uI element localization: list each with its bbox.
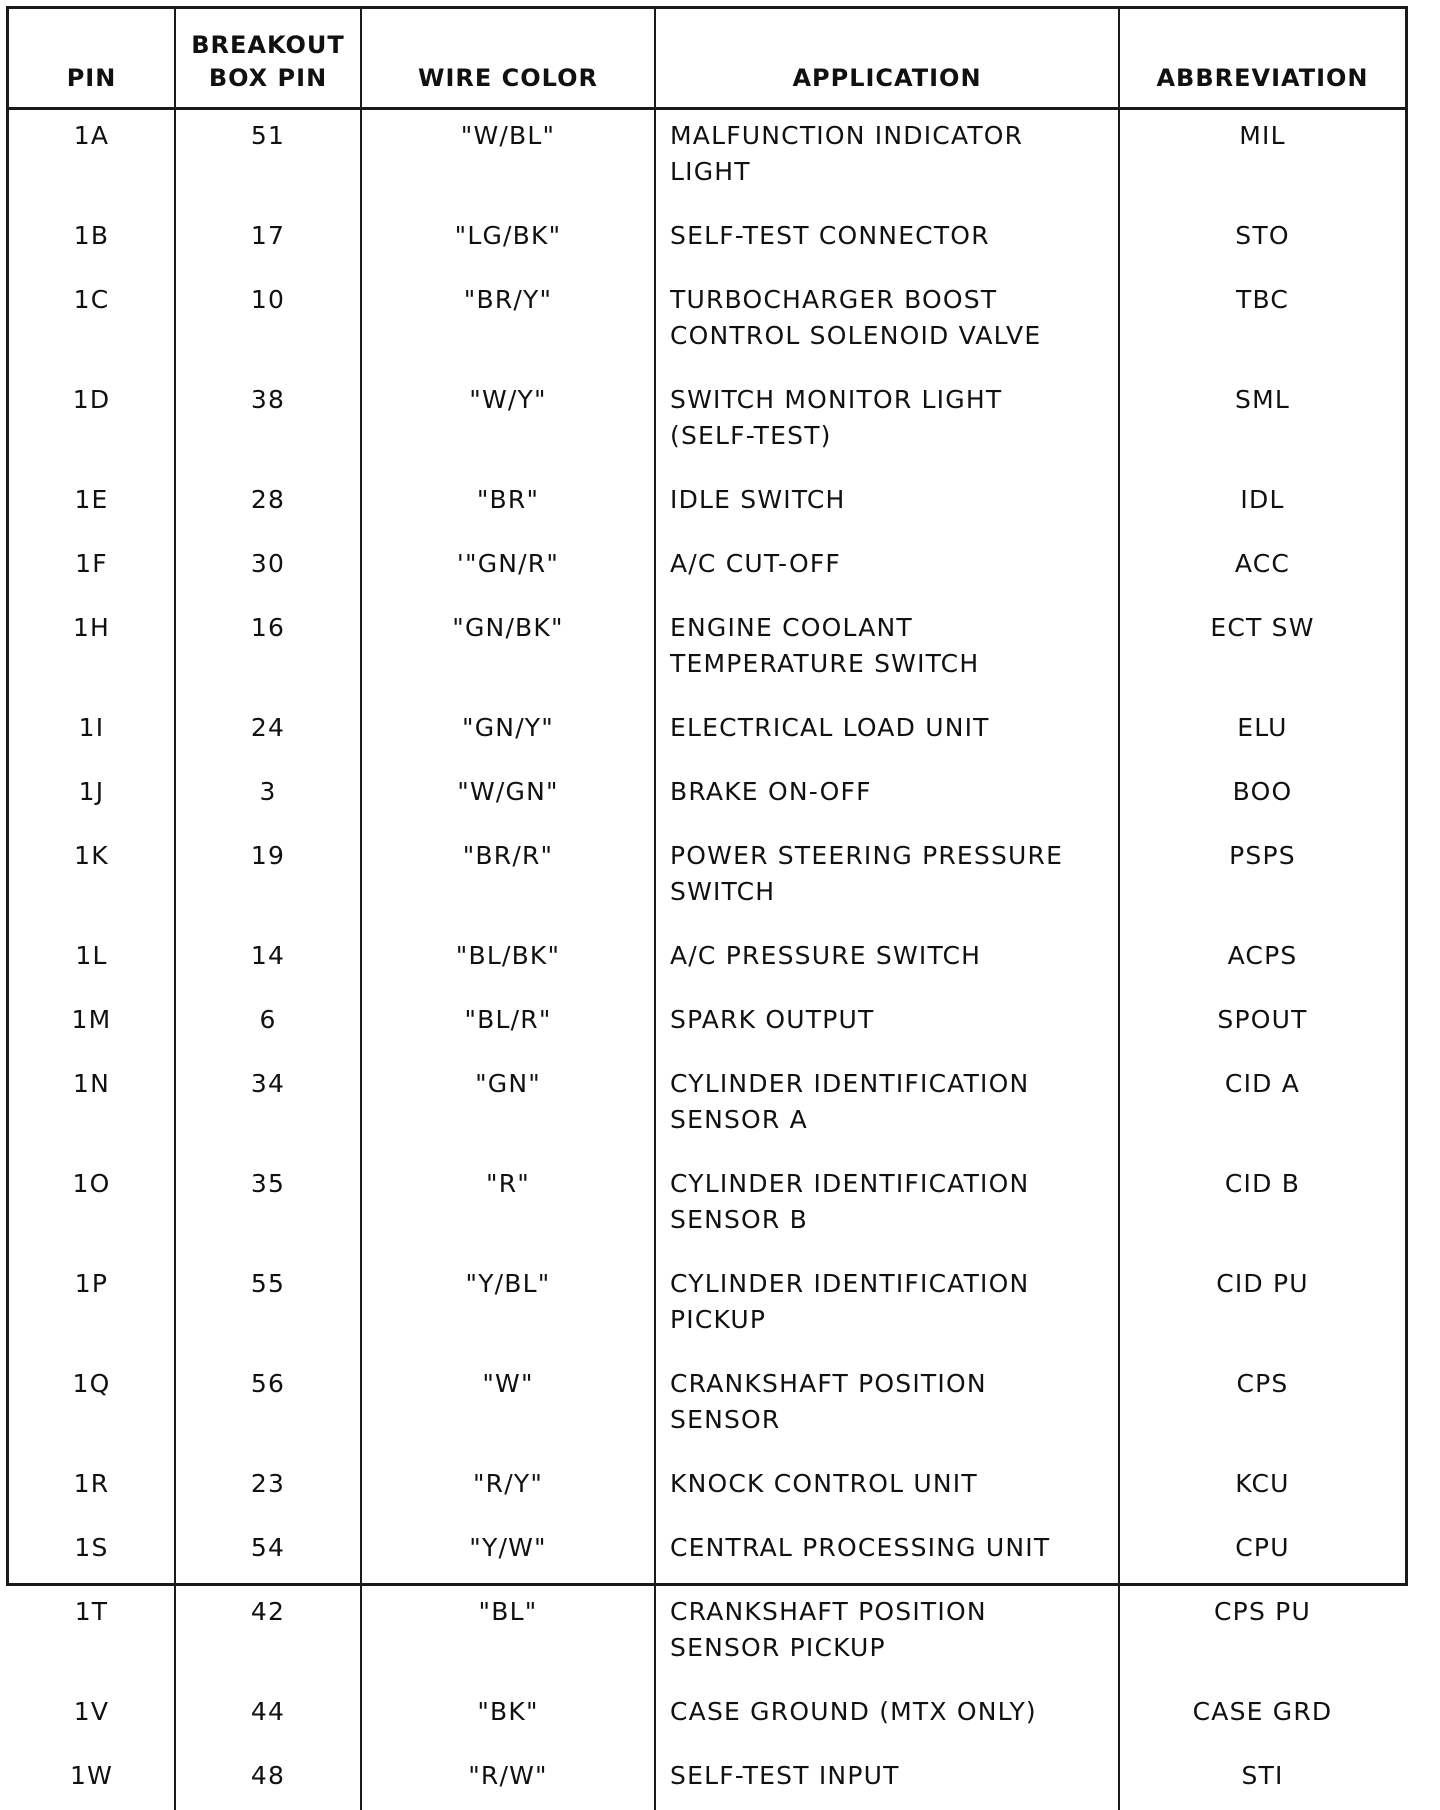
cell-abbreviation: IDL	[1119, 470, 1405, 534]
cell-pin: 1R	[9, 1454, 175, 1518]
cell-wire-color: "BR"	[361, 470, 655, 534]
cell-pin: 1M	[9, 990, 175, 1054]
cell-wire-color: "BL/R"	[361, 990, 655, 1054]
table-row	[9, 1746, 1405, 1810]
cell-pin: 1F	[9, 534, 175, 598]
table-row	[9, 1054, 1405, 1154]
cell-application: CYLINDER IDENTIFICATION SENSOR A	[655, 1054, 1119, 1154]
cell-breakout-box-pin: 55	[175, 1254, 361, 1354]
cell-breakout-box-pin: 30	[175, 534, 361, 598]
cell-wire-color: "R"	[361, 1154, 655, 1254]
cell-wire-color: "BL/BK"	[361, 926, 655, 990]
cell-application: A/C CUT-OFF	[655, 534, 1119, 598]
table-row	[9, 470, 1405, 534]
table-row	[9, 534, 1405, 598]
cell-pin: 1A	[9, 109, 175, 207]
cell-breakout-box-pin: 38	[175, 370, 361, 470]
cell-pin: 1B	[9, 206, 175, 270]
table-row	[9, 1254, 1405, 1354]
table-row	[9, 926, 1405, 990]
cell-abbreviation: CPU	[1119, 1518, 1405, 1582]
cell-abbreviation: KCU	[1119, 1454, 1405, 1518]
cell-abbreviation: ACPS	[1119, 926, 1405, 990]
cell-breakout-box-pin: 34	[175, 1054, 361, 1154]
table-row	[9, 826, 1405, 926]
cell-breakout-box-pin: 10	[175, 270, 361, 370]
cell-breakout-box-pin: 6	[175, 990, 361, 1054]
cell-abbreviation: CPS PU	[1119, 1582, 1405, 1682]
table-row	[9, 1682, 1405, 1746]
cell-application: CENTRAL PROCESSING UNIT	[655, 1518, 1119, 1582]
cell-breakout-box-pin: 28	[175, 470, 361, 534]
table-row	[9, 698, 1405, 762]
cell-pin: 1Q	[9, 1354, 175, 1454]
cell-abbreviation: TBC	[1119, 270, 1405, 370]
cell-wire-color: "BR/R"	[361, 826, 655, 926]
cell-breakout-box-pin: 3	[175, 762, 361, 826]
header-wire-color: WIRE COLOR	[361, 9, 655, 109]
cell-breakout-box-pin: 56	[175, 1354, 361, 1454]
cell-application: ELECTRICAL LOAD UNIT	[655, 698, 1119, 762]
cell-abbreviation: MIL	[1119, 109, 1405, 207]
table-row	[9, 370, 1405, 470]
cell-application: POWER STEERING PRESSURE SWITCH	[655, 826, 1119, 926]
cell-wire-color: "BK"	[361, 1682, 655, 1746]
table-row	[9, 1354, 1405, 1454]
cell-pin: 1T	[9, 1582, 175, 1682]
cell-pin: 1W	[9, 1746, 175, 1810]
table-row	[9, 1582, 1405, 1682]
cell-pin: 1O	[9, 1154, 175, 1254]
cell-application: BRAKE ON-OFF	[655, 762, 1119, 826]
cell-pin: 1D	[9, 370, 175, 470]
cell-abbreviation: CID A	[1119, 1054, 1405, 1154]
cell-abbreviation: CID B	[1119, 1154, 1405, 1254]
cell-pin: 1H	[9, 598, 175, 698]
cell-pin: 1I	[9, 698, 175, 762]
cell-wire-color: "W"	[361, 1354, 655, 1454]
cell-breakout-box-pin: 17	[175, 206, 361, 270]
cell-application: SELF-TEST INPUT	[655, 1746, 1119, 1810]
cell-wire-color: "GN/Y"	[361, 698, 655, 762]
cell-pin: 1E	[9, 470, 175, 534]
cell-wire-color: "BR/Y"	[361, 270, 655, 370]
cell-application: IDLE SWITCH	[655, 470, 1119, 534]
pin-assignment-table	[9, 9, 1405, 1810]
cell-breakout-box-pin: 42	[175, 1582, 361, 1682]
table-row	[9, 1454, 1405, 1518]
cell-pin: 1C	[9, 270, 175, 370]
cell-wire-color: '"GN/R"	[361, 534, 655, 598]
cell-application: TURBOCHARGER BOOST CONTROL SOLENOID VALVE	[655, 270, 1119, 370]
cell-application: CASE GROUND (MTX ONLY)	[655, 1682, 1119, 1746]
cell-wire-color: "W/BL"	[361, 109, 655, 207]
cell-wire-color: "Y/BL"	[361, 1254, 655, 1354]
table-row	[9, 109, 1405, 207]
cell-breakout-box-pin: 23	[175, 1454, 361, 1518]
cell-abbreviation: STI	[1119, 1746, 1405, 1810]
header-application: APPLICATION	[655, 9, 1119, 109]
cell-abbreviation: CPS	[1119, 1354, 1405, 1454]
cell-pin: 1P	[9, 1254, 175, 1354]
cell-breakout-box-pin: 24	[175, 698, 361, 762]
cell-application: ENGINE COOLANT TEMPERATURE SWITCH	[655, 598, 1119, 698]
cell-application: KNOCK CONTROL UNIT	[655, 1454, 1119, 1518]
cell-abbreviation: BOO	[1119, 762, 1405, 826]
cell-application: CYLINDER IDENTIFICATION SENSOR B	[655, 1154, 1119, 1254]
header-abbreviation: ABBREVIATION	[1119, 9, 1405, 109]
table-row	[9, 990, 1405, 1054]
cell-abbreviation: CASE GRD	[1119, 1682, 1405, 1746]
cell-abbreviation: ACC	[1119, 534, 1405, 598]
cell-application: A/C PRESSURE SWITCH	[655, 926, 1119, 990]
table-row	[9, 598, 1405, 698]
cell-abbreviation: SML	[1119, 370, 1405, 470]
table-body	[9, 109, 1405, 1810]
cell-wire-color: "LG/BK"	[361, 206, 655, 270]
cell-pin: 1S	[9, 1518, 175, 1582]
table-row	[9, 762, 1405, 826]
table-row	[9, 1154, 1405, 1254]
cell-application: SELF-TEST CONNECTOR	[655, 206, 1119, 270]
cell-pin: 1N	[9, 1054, 175, 1154]
cell-wire-color: "R/W"	[361, 1746, 655, 1810]
cell-wire-color: "W/GN"	[361, 762, 655, 826]
cell-breakout-box-pin: 19	[175, 826, 361, 926]
cell-abbreviation: STO	[1119, 206, 1405, 270]
cell-breakout-box-pin: 35	[175, 1154, 361, 1254]
cell-pin: 1V	[9, 1682, 175, 1746]
cell-wire-color: "GN/BK"	[361, 598, 655, 698]
cell-abbreviation: CID PU	[1119, 1254, 1405, 1354]
cell-breakout-box-pin: 54	[175, 1518, 361, 1582]
cell-wire-color: "R/Y"	[361, 1454, 655, 1518]
table-header	[9, 9, 1405, 109]
header-pin: PIN	[9, 9, 175, 109]
cell-pin: 1K	[9, 826, 175, 926]
cell-breakout-box-pin: 16	[175, 598, 361, 698]
cell-application: CRANKSHAFT POSITION SENSOR PICKUP	[655, 1582, 1119, 1682]
table-row	[9, 1518, 1405, 1582]
cell-breakout-box-pin: 51	[175, 109, 361, 207]
cell-application: CRANKSHAFT POSITION SENSOR	[655, 1354, 1119, 1454]
cell-wire-color: "W/Y"	[361, 370, 655, 470]
cell-application: SPARK OUTPUT	[655, 990, 1119, 1054]
cell-breakout-box-pin: 14	[175, 926, 361, 990]
cell-abbreviation: ECT SW	[1119, 598, 1405, 698]
cell-pin: 1J	[9, 762, 175, 826]
cell-application: SWITCH MONITOR LIGHT (SELF-TEST)	[655, 370, 1119, 470]
cell-wire-color: "Y/W"	[361, 1518, 655, 1582]
table-row	[9, 270, 1405, 370]
cell-abbreviation: PSPS	[1119, 826, 1405, 926]
cell-breakout-box-pin: 44	[175, 1682, 361, 1746]
table-row	[9, 206, 1405, 270]
cell-abbreviation: SPOUT	[1119, 990, 1405, 1054]
pin-table-frame	[6, 6, 1408, 1586]
cell-application: CYLINDER IDENTIFICATION PICKUP	[655, 1254, 1119, 1354]
cell-wire-color: "GN"	[361, 1054, 655, 1154]
cell-application: MALFUNCTION INDICATOR LIGHT	[655, 109, 1119, 207]
cell-breakout-box-pin: 48	[175, 1746, 361, 1810]
cell-pin: 1L	[9, 926, 175, 990]
cell-wire-color: "BL"	[361, 1582, 655, 1682]
header-breakout-box-pin: BREAKOUT BOX PIN	[175, 9, 361, 109]
cell-abbreviation: ELU	[1119, 698, 1405, 762]
